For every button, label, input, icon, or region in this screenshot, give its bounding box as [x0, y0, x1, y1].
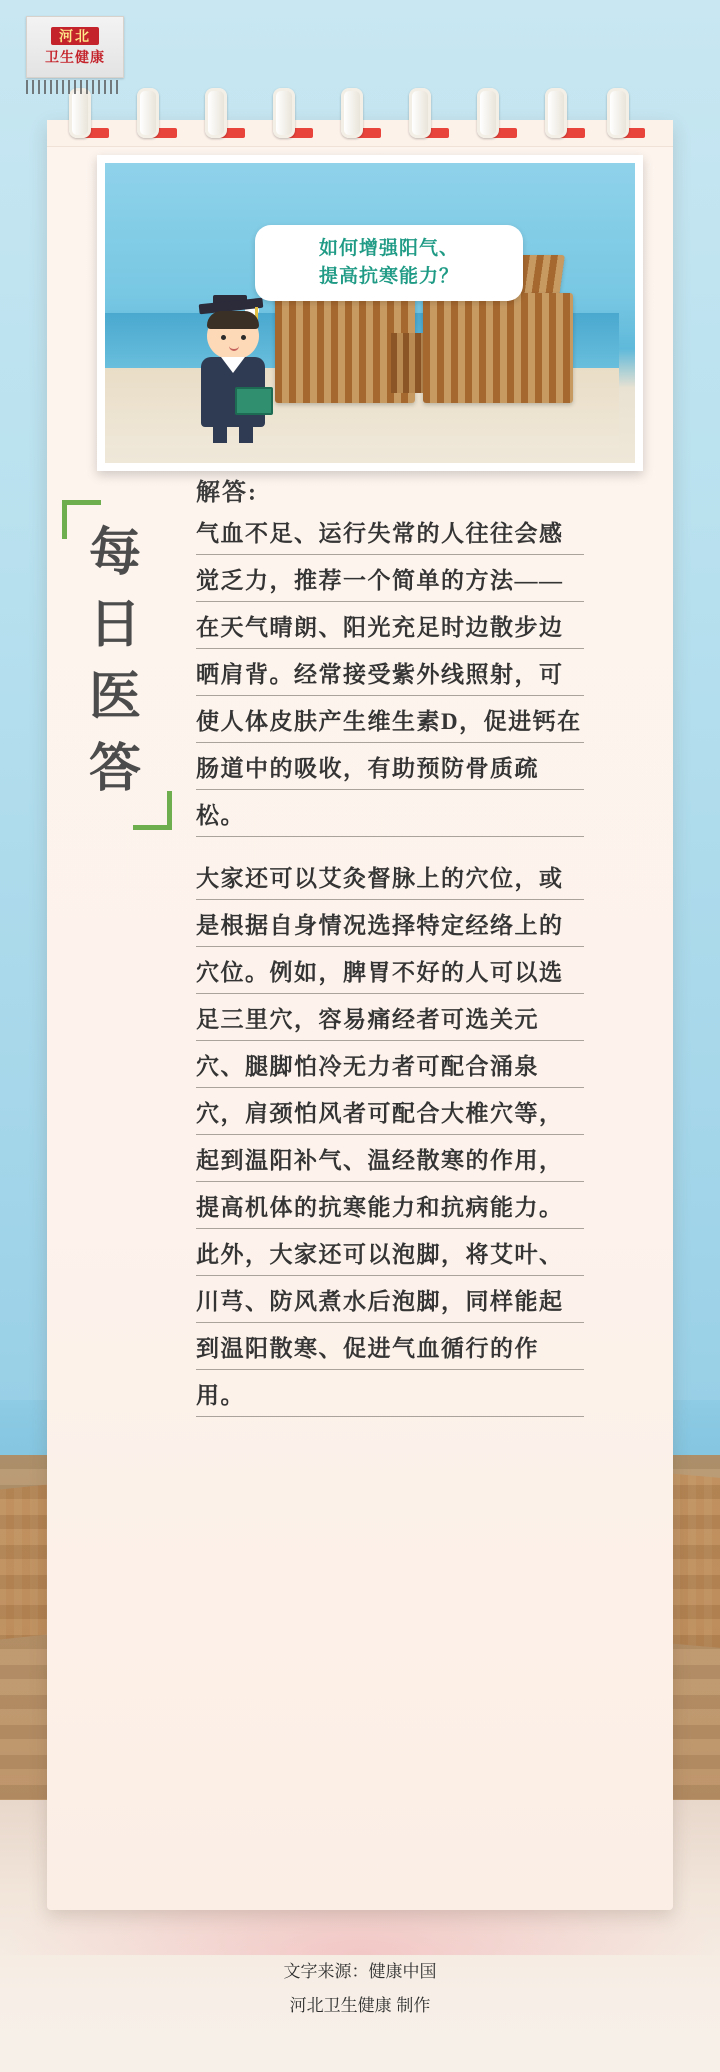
footer-source: 文字来源：健康中国 — [283, 1962, 437, 1981]
brand-logo — [26, 16, 134, 96]
column-title-text: 每日医答 — [88, 525, 143, 798]
mascot-leg-right — [239, 423, 253, 443]
photo-lounger-right — [423, 293, 573, 403]
question-line-2: 提高抗寒能力？ — [318, 266, 459, 287]
answer-paragraph-2: 大家还可以艾灸督脉上的穴位，或是根据自身情况选择特定经络上的穴位。例如，脾胃不好的人可以选足三里穴，容易痛经者可选关元穴、腿脚怕冷无力者可配合涌泉穴，肩颈怕风者可配合大椎穴等，起到温阳补气、温经散寒的作用，提高机体的抗寒能力和抗病能力。此外，大家还可以泡脚，将艾叶、川芎、防风煮水后泡脚，同样能起到温阳散寒、促进气血循行的作用。 — [196, 855, 584, 1419]
spiral-ring — [545, 88, 567, 138]
answer-paragraph-1: 气血不足、运行失常的人往往会感觉乏力，推荐一个简单的方法——在天气晴朗、阳光充足时边散步边晒肩背。经常接受紫外线照射，可使人体皮肤产生维生素D，促进钙在肠道中的吸收，有助预防骨质疏松。 — [196, 510, 584, 839]
footer — [0, 1955, 720, 2023]
logo-wave-icon — [26, 80, 122, 94]
logo-top-text: 河北 — [51, 27, 99, 45]
spiral-ring — [205, 88, 227, 138]
answer-label: 解答: — [196, 480, 258, 506]
header-photo — [97, 155, 643, 471]
mascot-eye-right — [241, 335, 246, 340]
column-title-block — [62, 500, 172, 830]
question-bubble — [255, 225, 523, 301]
spiral-ring — [137, 88, 159, 138]
spiral-ring — [341, 88, 363, 138]
spiral-ring — [409, 88, 431, 138]
mascot-graduate-character — [183, 301, 293, 446]
spiral-ring — [607, 88, 629, 138]
spiral-ring — [273, 88, 295, 138]
mascot-hair — [207, 311, 259, 329]
mascot-book — [235, 387, 273, 415]
question-line-1: 如何增强阳气、 — [318, 238, 459, 259]
mascot-eye-left — [221, 335, 226, 340]
spiral-ring — [477, 88, 499, 138]
spiral-binding — [47, 88, 673, 134]
logo-bottom-text: 卫生健康 — [45, 49, 105, 65]
footer-producer: 河北卫生健康 制作 — [289, 1996, 431, 2015]
logo-card — [26, 16, 124, 78]
mascot-leg-left — [213, 423, 227, 443]
